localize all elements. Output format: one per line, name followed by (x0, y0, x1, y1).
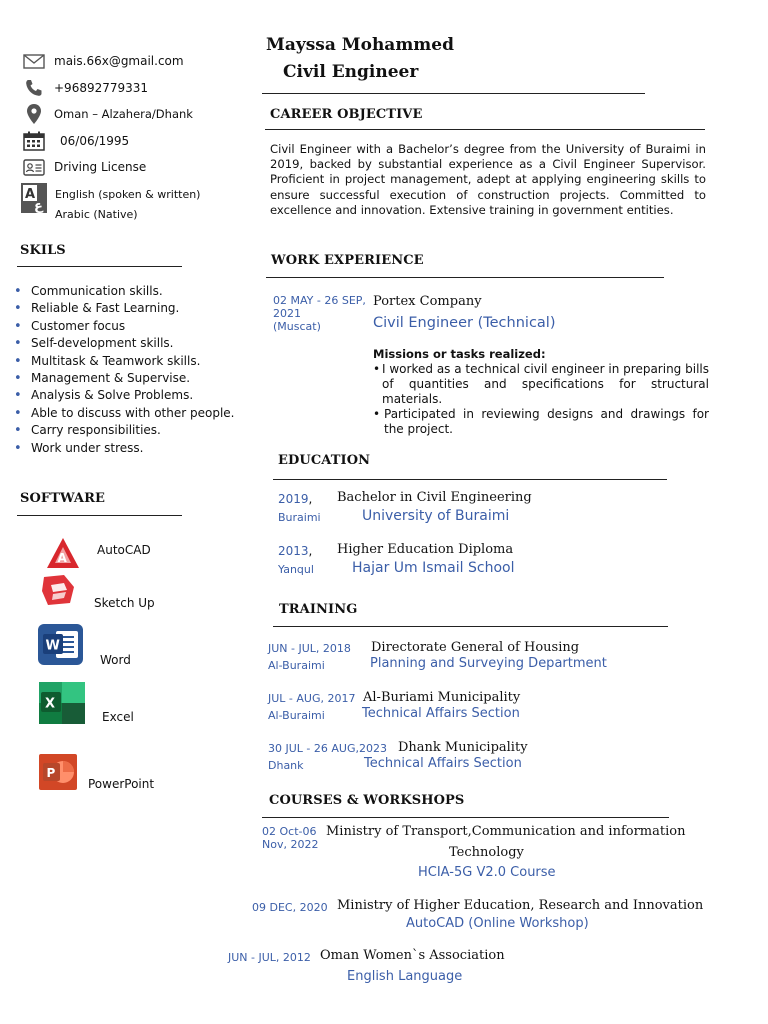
course-date: JUN - JUL, 2012 (228, 951, 311, 964)
training-dept: Technical Affairs Section (362, 706, 520, 721)
training-divider (273, 626, 668, 627)
education-year: 2019, (278, 492, 313, 506)
contact-birthdate (22, 131, 129, 151)
education-place: Buraimi (278, 511, 321, 524)
license-text: Driving License (54, 160, 147, 174)
software-label-word: Word (100, 653, 131, 667)
software-label-sketchup: Sketch Up (94, 596, 155, 610)
contact-email (22, 51, 184, 71)
svg-text:W: W (45, 638, 60, 654)
experience-place: (Muscat) (273, 320, 321, 333)
training-date: 30 JUL - 26 AUG,2023 (268, 742, 387, 755)
experience-date: 02 MAY - 26 SEP, 2021 (273, 294, 366, 320)
skill-item: • Reliable & Fast Learning. (14, 300, 235, 317)
svg-text:P: P (46, 766, 56, 780)
id-card-icon (22, 157, 46, 177)
course-org: Ministry of Higher Education, Research and Innovation (337, 898, 704, 913)
language-english: English (spoken & written) (55, 188, 201, 201)
training-date: JUL - AUG, 2017 (268, 692, 356, 705)
skill-item: • Able to discuss with other people. (14, 405, 235, 422)
tasks-heading: Missions or tasks realized: (373, 347, 546, 361)
objective-divider (265, 129, 705, 130)
education-year: 2013, (278, 544, 313, 558)
word-icon (38, 624, 83, 665)
education-place: Yanqul (278, 563, 314, 576)
powerpoint-icon (39, 754, 77, 790)
sketchup-icon (40, 573, 76, 607)
skill-item: • Communication skills. (14, 283, 235, 300)
contact-license (22, 157, 146, 177)
svg-text:A: A (25, 187, 36, 202)
software-label-autocad: AutoCAD (97, 543, 151, 557)
training-heading: TRAINING (279, 602, 358, 617)
skill-item: • Multitask & Teamwork skills. (14, 353, 235, 370)
course-date: 09 DEC, 2020 (252, 901, 328, 914)
course-title: HCIA-5G V2.0 Course (418, 865, 556, 880)
courses-divider (262, 817, 669, 818)
task-item: • I worked as a technical civil engineer in preparing bills of quantities and specifications for structural materials. (373, 362, 709, 406)
experience-heading: WORK EXPERIENCE (271, 253, 424, 268)
training-org: Dhank Municipality (398, 740, 528, 755)
language-arabic: Arabic (Native) (55, 207, 138, 221)
skill-item: • Carry responsibilities. (14, 422, 235, 439)
skills-list (14, 283, 235, 457)
skill-item: • Customer focus (14, 318, 235, 335)
course-org-cont: Technology (449, 845, 524, 860)
language-icon (21, 183, 47, 213)
excel-icon (39, 682, 85, 724)
skills-heading: SKILS (20, 243, 66, 258)
objective-text: Civil Engineer with a Bachelor’s degree from the University of Buraimi in 2019, backed by substantial experience as a Civil Engineer Supervisor. Proficient in project management, adept at applying engineering skills to ensure successful execution of construction projects. Committed to excellence and innovation. Extensive training in government entities. (270, 142, 706, 217)
training-place: Dhank (268, 759, 304, 772)
training-dept: Technical Affairs Section (364, 756, 522, 771)
phone-text: +96892779331 (54, 81, 149, 95)
calendar-icon (22, 131, 46, 151)
location-text: Oman – Alzahera/Dhank (54, 107, 193, 121)
skill-item: • Self-development skills. (14, 335, 235, 352)
education-school: Hajar Um Ismail School (352, 560, 515, 576)
tasks-list (373, 362, 709, 437)
courses-heading: COURSES & WORKSHOPS (269, 793, 465, 808)
software-label-excel: Excel (102, 710, 134, 724)
contact-location (22, 104, 193, 124)
course-org: Ministry of Transport,Communication and information (326, 824, 686, 839)
autocad-icon (45, 536, 81, 570)
course-org: Oman Women`s Association (320, 948, 505, 963)
software-divider (17, 515, 182, 516)
email-text: mais.66x@gmail.com (54, 54, 184, 68)
candidate-name: Mayssa Mohammed (266, 35, 454, 55)
languages-list (55, 185, 200, 224)
software-heading: SOFTWARE (20, 491, 105, 506)
course-title: AutoCAD (Online Workshop) (406, 916, 589, 931)
skill-item: • Management & Supervise. (14, 370, 235, 387)
experience-divider (266, 277, 664, 278)
education-heading: EDUCATION (278, 453, 371, 468)
skill-item: • Analysis & Solve Problems. (14, 387, 235, 404)
education-divider (273, 479, 667, 480)
location-pin-icon (22, 104, 46, 124)
skills-divider (17, 266, 182, 267)
svg-text:X: X (45, 696, 56, 712)
svg-text:ع: ع (34, 199, 43, 213)
objective-heading: CAREER OBJECTIVE (270, 107, 423, 122)
experience-company: Portex Company (373, 294, 482, 309)
training-date: JUN - JUL, 2018 (268, 642, 351, 655)
contact-phone (22, 78, 148, 98)
phone-icon (22, 78, 46, 98)
training-dept: Planning and Surveying Department (370, 656, 607, 671)
training-org: Directorate General of Housing (371, 640, 580, 655)
education-school: University of Buraimi (362, 508, 510, 524)
envelope-icon (22, 51, 46, 71)
education-degree: Higher Education Diploma (337, 542, 514, 557)
software-label-powerpoint: PowerPoint (88, 777, 155, 791)
skill-item: • Work under stress. (14, 440, 235, 457)
training-place: Al-Buraimi (268, 709, 325, 722)
birthdate-text: 06/06/1995 (60, 134, 130, 148)
task-item: • Participated in reviewing designs and drawings for the project. (373, 407, 709, 436)
training-place: Al-Buraimi (268, 659, 325, 672)
svg-text:A: A (57, 551, 67, 565)
course-date: 02 Oct-06 Nov, 2022 (262, 825, 319, 851)
candidate-title: Civil Engineer (283, 62, 419, 82)
header-divider (262, 93, 645, 94)
experience-role: Civil Engineer (Technical) (373, 315, 556, 331)
course-title: English Language (347, 969, 463, 984)
education-degree: Bachelor in Civil Engineering (337, 490, 532, 505)
training-org: Al-Buriami Municipality (363, 690, 521, 705)
